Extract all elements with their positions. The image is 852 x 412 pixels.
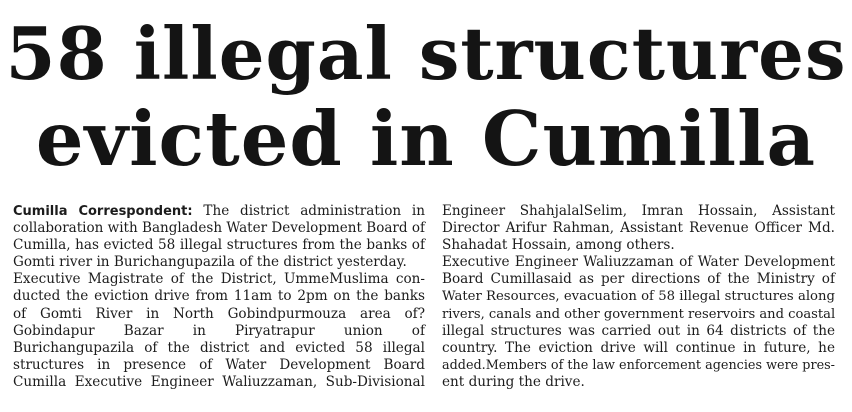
article-line: Gobindapur Bazar in Piryatrapur union of (13, 322, 425, 339)
article-line: of Gomti River in North Gobindpurmouza area of? (13, 305, 425, 322)
article-line: ent during the drive. (442, 373, 585, 390)
article-text: The district administration in (203, 203, 426, 219)
article-line: Cumilla Executive Engineer Waliuzzaman, Sub-Divisional (13, 373, 425, 390)
article-column-left (13, 203, 425, 391)
headline-line-1: 58 illegal structures (5, 11, 847, 96)
article-line: Board Cumillasaid as per directions of the Ministry of (442, 271, 835, 288)
article-line: country. The eviction drive will continue in future, he (442, 339, 835, 356)
headline-line-2: evicted in Cumilla (35, 95, 817, 183)
article-line: illegal structures was carried out in 64 districts of the (442, 322, 835, 339)
article-line (13, 203, 425, 220)
article-line: Shahadat Hossain, among others. (442, 237, 675, 254)
article-line: Burichangupazila of the district and evicted 58 illegal (13, 339, 425, 356)
byline: Cumilla Correspondent: (13, 204, 193, 219)
article-line: Water Resources, evacuation of 58 illegal structures along (442, 289, 835, 305)
article-line: Engineer ShahjalalSelim, Imran Hossain, Assistant (442, 203, 835, 219)
article-line: Director Arifur Rahman, Assistant Revenue Officer Md. (442, 220, 835, 237)
article-line: structures in presence of Water Development Board (13, 356, 425, 373)
article-line: Executive Magistrate of the District, UmmeMuslima con- (13, 271, 425, 288)
article-line: ducted the eviction drive from 11am to 2pm on the banks (13, 288, 425, 305)
article-column-right (442, 203, 835, 391)
article-line: collaboration with Bangladesh Water Development Board of (13, 220, 425, 237)
article-line: rivers, canals and other government reservoirs and coastal (442, 306, 836, 322)
article-line: added.Members of the law enforcement agencies were pres- (442, 357, 835, 373)
article-line: Cumilla, has evicted 58 illegal structures from the banks of (13, 237, 425, 254)
article-line: Gomti river in Burichangupazila of the district yesterday. (13, 254, 407, 271)
article-line: Executive Engineer Waliuzzaman of Water Development (442, 254, 835, 271)
